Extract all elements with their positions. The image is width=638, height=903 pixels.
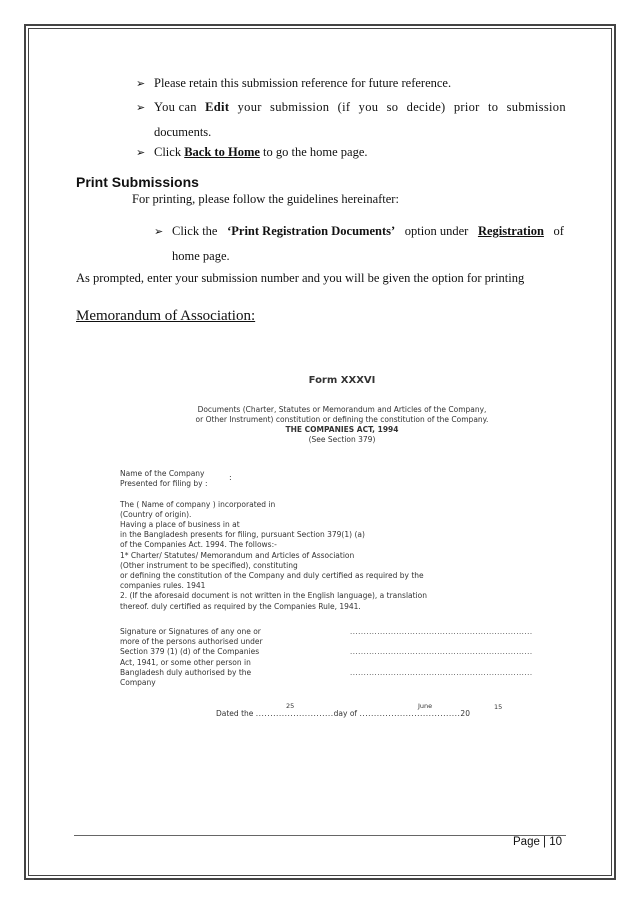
- form-body-line: thereof. duly certified as required by the Companies Rule, 1941.: [120, 601, 361, 611]
- print-guideline-text: For printing, please follow the guidelines hereinafter:: [132, 192, 399, 206]
- edit-word: submission: [270, 100, 330, 114]
- form-signature-line: Act, 1941, or some other person in: [120, 657, 251, 667]
- memorandum-title: Memorandum of Association:: [76, 308, 256, 324]
- bullet-edit: [136, 97, 566, 142]
- registration-link[interactable]: Registration: [477, 224, 544, 238]
- dated-year-value: 15: [494, 703, 503, 711]
- form-body-lines: [120, 469, 427, 612]
- form-act: THE COMPANIES ACT, 1994: [285, 425, 399, 434]
- edit-word: prior: [453, 100, 480, 114]
- edit-word: to: [487, 100, 499, 114]
- form-body-line: in the Bangladesh presents for filing, pursuant Section 379(1) (a): [120, 530, 365, 540]
- form-body-line: (Country of origin).: [120, 509, 192, 519]
- footer-divider: [74, 835, 566, 836]
- option-under-text: option under: [404, 224, 469, 238]
- back-home-rest-text: to go the home page.: [263, 145, 368, 159]
- bullet-print-start: [154, 221, 217, 242]
- bullet-edit-line: [136, 97, 566, 118]
- edit-word: your: [237, 100, 262, 114]
- arrow-bullet-icon: ➢: [136, 146, 146, 159]
- bullet-print-line: [154, 221, 564, 242]
- bullet-back-home: [136, 142, 368, 163]
- signature-dot-line: ...................................................................: [350, 628, 533, 636]
- form-xxxvi-image: [112, 375, 572, 725]
- edit-word: decide): [406, 100, 446, 114]
- bullet-edit-continuation: documents.: [154, 125, 212, 139]
- print-submissions-heading: Print Submissions: [76, 174, 199, 190]
- edit-word: (if: [337, 100, 351, 114]
- bullet-edit-start: [136, 97, 197, 118]
- arrow-bullet-icon: ➢: [136, 77, 146, 90]
- arrow-bullet-icon: ➢: [136, 101, 146, 114]
- signature-dot-line: ...................................................................: [350, 648, 533, 656]
- page-number: Page | 10: [513, 836, 563, 848]
- print-registration-documents-option: ‘Print Registration Documents’: [227, 224, 396, 238]
- edit-word: submission: [506, 100, 566, 114]
- edit-word: so: [386, 100, 399, 114]
- you-can-text: You can: [154, 100, 197, 114]
- bullet-retain-text: Please retain this submission reference for future reference.: [154, 76, 452, 90]
- edit-keyword: Edit: [205, 100, 230, 114]
- edit-word: you: [358, 100, 379, 114]
- back-to-home-link[interactable]: Back to Home: [184, 145, 260, 159]
- form-subtitle-line2: or Other Instrument) constitution or defining the constitution of the Company.: [195, 415, 489, 424]
- form-body-line: 2. (If the aforesaid document is not written in the English language), a translation: [120, 591, 427, 601]
- form-title: Form XXXVI: [308, 375, 376, 386]
- dated-dots-day: ...........................: [255, 709, 334, 718]
- form-subtitle-line1: Documents (Charter, Statutes or Memorandum and Articles of the Company,: [197, 405, 487, 414]
- form-colon: :: [229, 473, 232, 482]
- form-signature-line: Signature or Signatures of any one or: [120, 627, 261, 636]
- bullet-retain: [136, 73, 451, 94]
- dated-line: [216, 709, 470, 718]
- form-body-line: or defining the constitution of the Company and duly certified as required by the: [120, 571, 424, 581]
- form-body-line: companies rules. 1941: [120, 581, 206, 591]
- form-signature-lines: [120, 627, 263, 688]
- dated-day-value: 25: [286, 702, 295, 710]
- dated-day-of: day of: [333, 709, 358, 718]
- bullet-print-registration: [154, 221, 564, 266]
- click-text: Click: [154, 145, 182, 159]
- form-body-line: of the Companies Act. 1994. The follows:-: [120, 540, 277, 550]
- form-signature-line: Bangladesh duly authorised by the: [120, 667, 252, 677]
- form-body-line: 1* Charter/ Statutes/ Memorandum and Articles of Association: [120, 550, 355, 560]
- form-body-line: (Other instrument to be specified), constituting: [120, 560, 298, 570]
- dated-year-prefix: 20: [460, 709, 470, 718]
- dated-month-value: June: [418, 702, 433, 710]
- form-signature-line: Company: [120, 678, 156, 688]
- form-body-line: The ( Name of company ) incorporated in: [120, 499, 276, 509]
- form-signature-line: Section 379 (1) (d) of the Companies: [120, 647, 260, 657]
- printing-paragraph: As prompted, enter your submission number and you will be given the option for printing: [76, 271, 525, 285]
- bullet-print-continuation: home page.: [172, 249, 230, 263]
- form-signature-line: more of the persons authorised under: [120, 637, 263, 647]
- click-the-text: Click the: [172, 224, 218, 238]
- dated-dots-month: ...................................: [359, 709, 461, 718]
- arrow-bullet-icon: ➢: [154, 225, 164, 238]
- form-body-line: Having a place of business in at: [120, 520, 240, 530]
- form-section: (See Section 379): [308, 435, 376, 444]
- form-body-line: [120, 489, 427, 499]
- form-body-line: Name of the Company: [120, 469, 205, 478]
- dated-prefix: Dated the: [216, 709, 254, 718]
- of-text: of: [553, 224, 564, 238]
- form-body-line: Presented for filing by :: [120, 479, 208, 489]
- signature-dot-line: ...................................................................: [350, 669, 533, 677]
